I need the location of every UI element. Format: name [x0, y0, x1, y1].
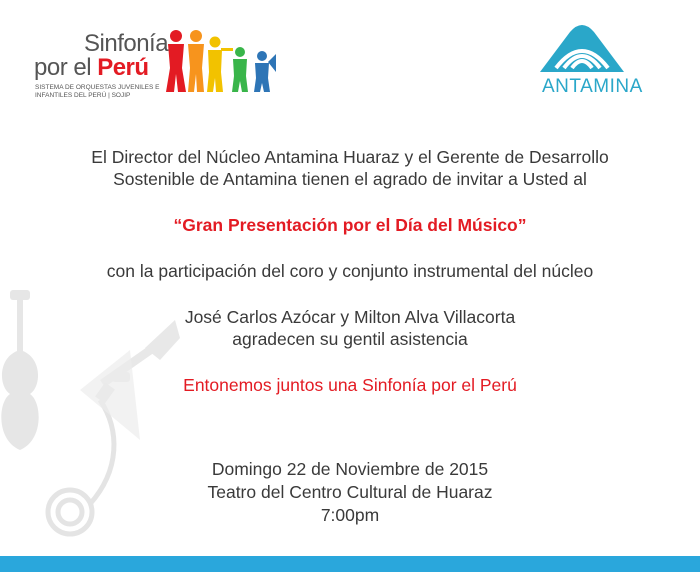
event-title: “Gran Presentación por el Día del Músico”	[173, 215, 527, 235]
event-time: 7:00pm	[320, 505, 380, 525]
mountain-icon	[536, 18, 628, 76]
antamina-wordmark: ANTAMINA	[542, 76, 643, 97]
sinfonia-por-el-peru-logo	[34, 28, 274, 100]
event-venue: Teatro del Centro Cultural de Huaraz	[207, 482, 493, 502]
logo-word-por-el: por el	[34, 54, 98, 81]
slogan-line: Entonemos juntos una Sinfonía por el Perú	[183, 375, 517, 395]
thanks-line: agradecen su gentil asistencia	[232, 329, 468, 349]
event-date: Domingo 22 de Noviembre de 2015	[211, 459, 489, 479]
invitation-line-2: Sostenible de Antamina tienen el agrado de invitar a Usted al	[113, 169, 587, 189]
logo-subtitle-line1: SISTEMA DE ORQUESTAS JUVENILES E	[35, 84, 160, 91]
logo-word-por-el-peru	[34, 54, 149, 82]
antamina-logo	[536, 18, 643, 102]
logo-word-peru: Perú	[97, 54, 149, 81]
logo-subtitle-line2: INFANTILES DEL PERÚ | SOJIP	[35, 92, 131, 99]
logo-subtitle	[35, 84, 170, 100]
logo-word-sinfonia: Sinfonía	[84, 30, 169, 57]
children-musicians-icon	[166, 28, 276, 94]
directors-names: José Carlos Azócar y Milton Alva Villacorta	[184, 307, 516, 327]
footer-bar	[0, 556, 700, 572]
participation-line: con la participación del coro y conjunto instrumental del núcleo	[106, 261, 594, 281]
invitation-line-1: El Director del Núcleo Antamina Huaraz y el Gerente de Desarrollo	[91, 147, 609, 167]
